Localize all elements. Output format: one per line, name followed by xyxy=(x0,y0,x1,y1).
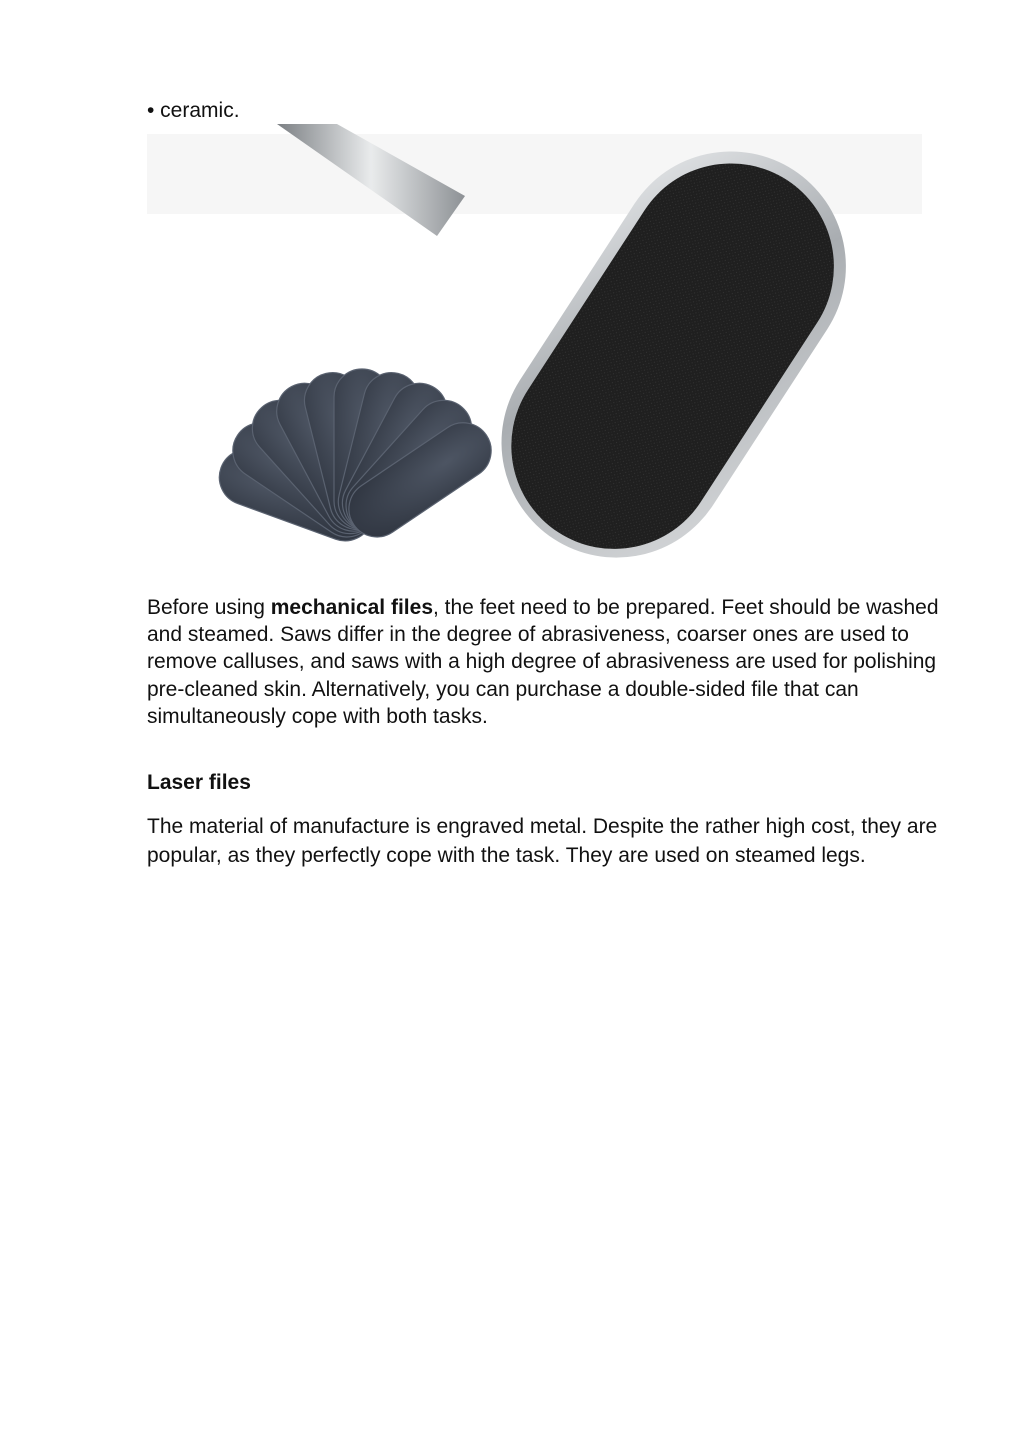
term-mechanical-files: mechanical files xyxy=(270,596,433,619)
bullet-item-ceramic: • ceramic. xyxy=(147,99,240,122)
paragraph-laser-files: The material of manufacture is engraved metal. Despite the rather high cost, they are popular, as they perfectly cope with the task. They are used on steamed legs. xyxy=(147,815,938,867)
section-heading-laser-files: Laser files xyxy=(147,771,251,794)
replacement-pads xyxy=(211,367,502,549)
paragraph-1-rest: , the feet need to be prepared. Feet should be washed and steamed. Saws differ in the degree of abrasiveness, coarser ones are used to remove calluses, and saws with a high degree of abrasiveness are used for polishing pre-cleaned skin. Alternatively, you can purchase a double-sided file that can simultaneously cope with both tasks. xyxy=(147,596,939,728)
paragraph-mechanical-files xyxy=(147,594,947,730)
foot-file-image xyxy=(147,124,922,596)
paragraph-1-start: Before using xyxy=(147,596,271,619)
foot-file-illustration xyxy=(147,124,922,596)
